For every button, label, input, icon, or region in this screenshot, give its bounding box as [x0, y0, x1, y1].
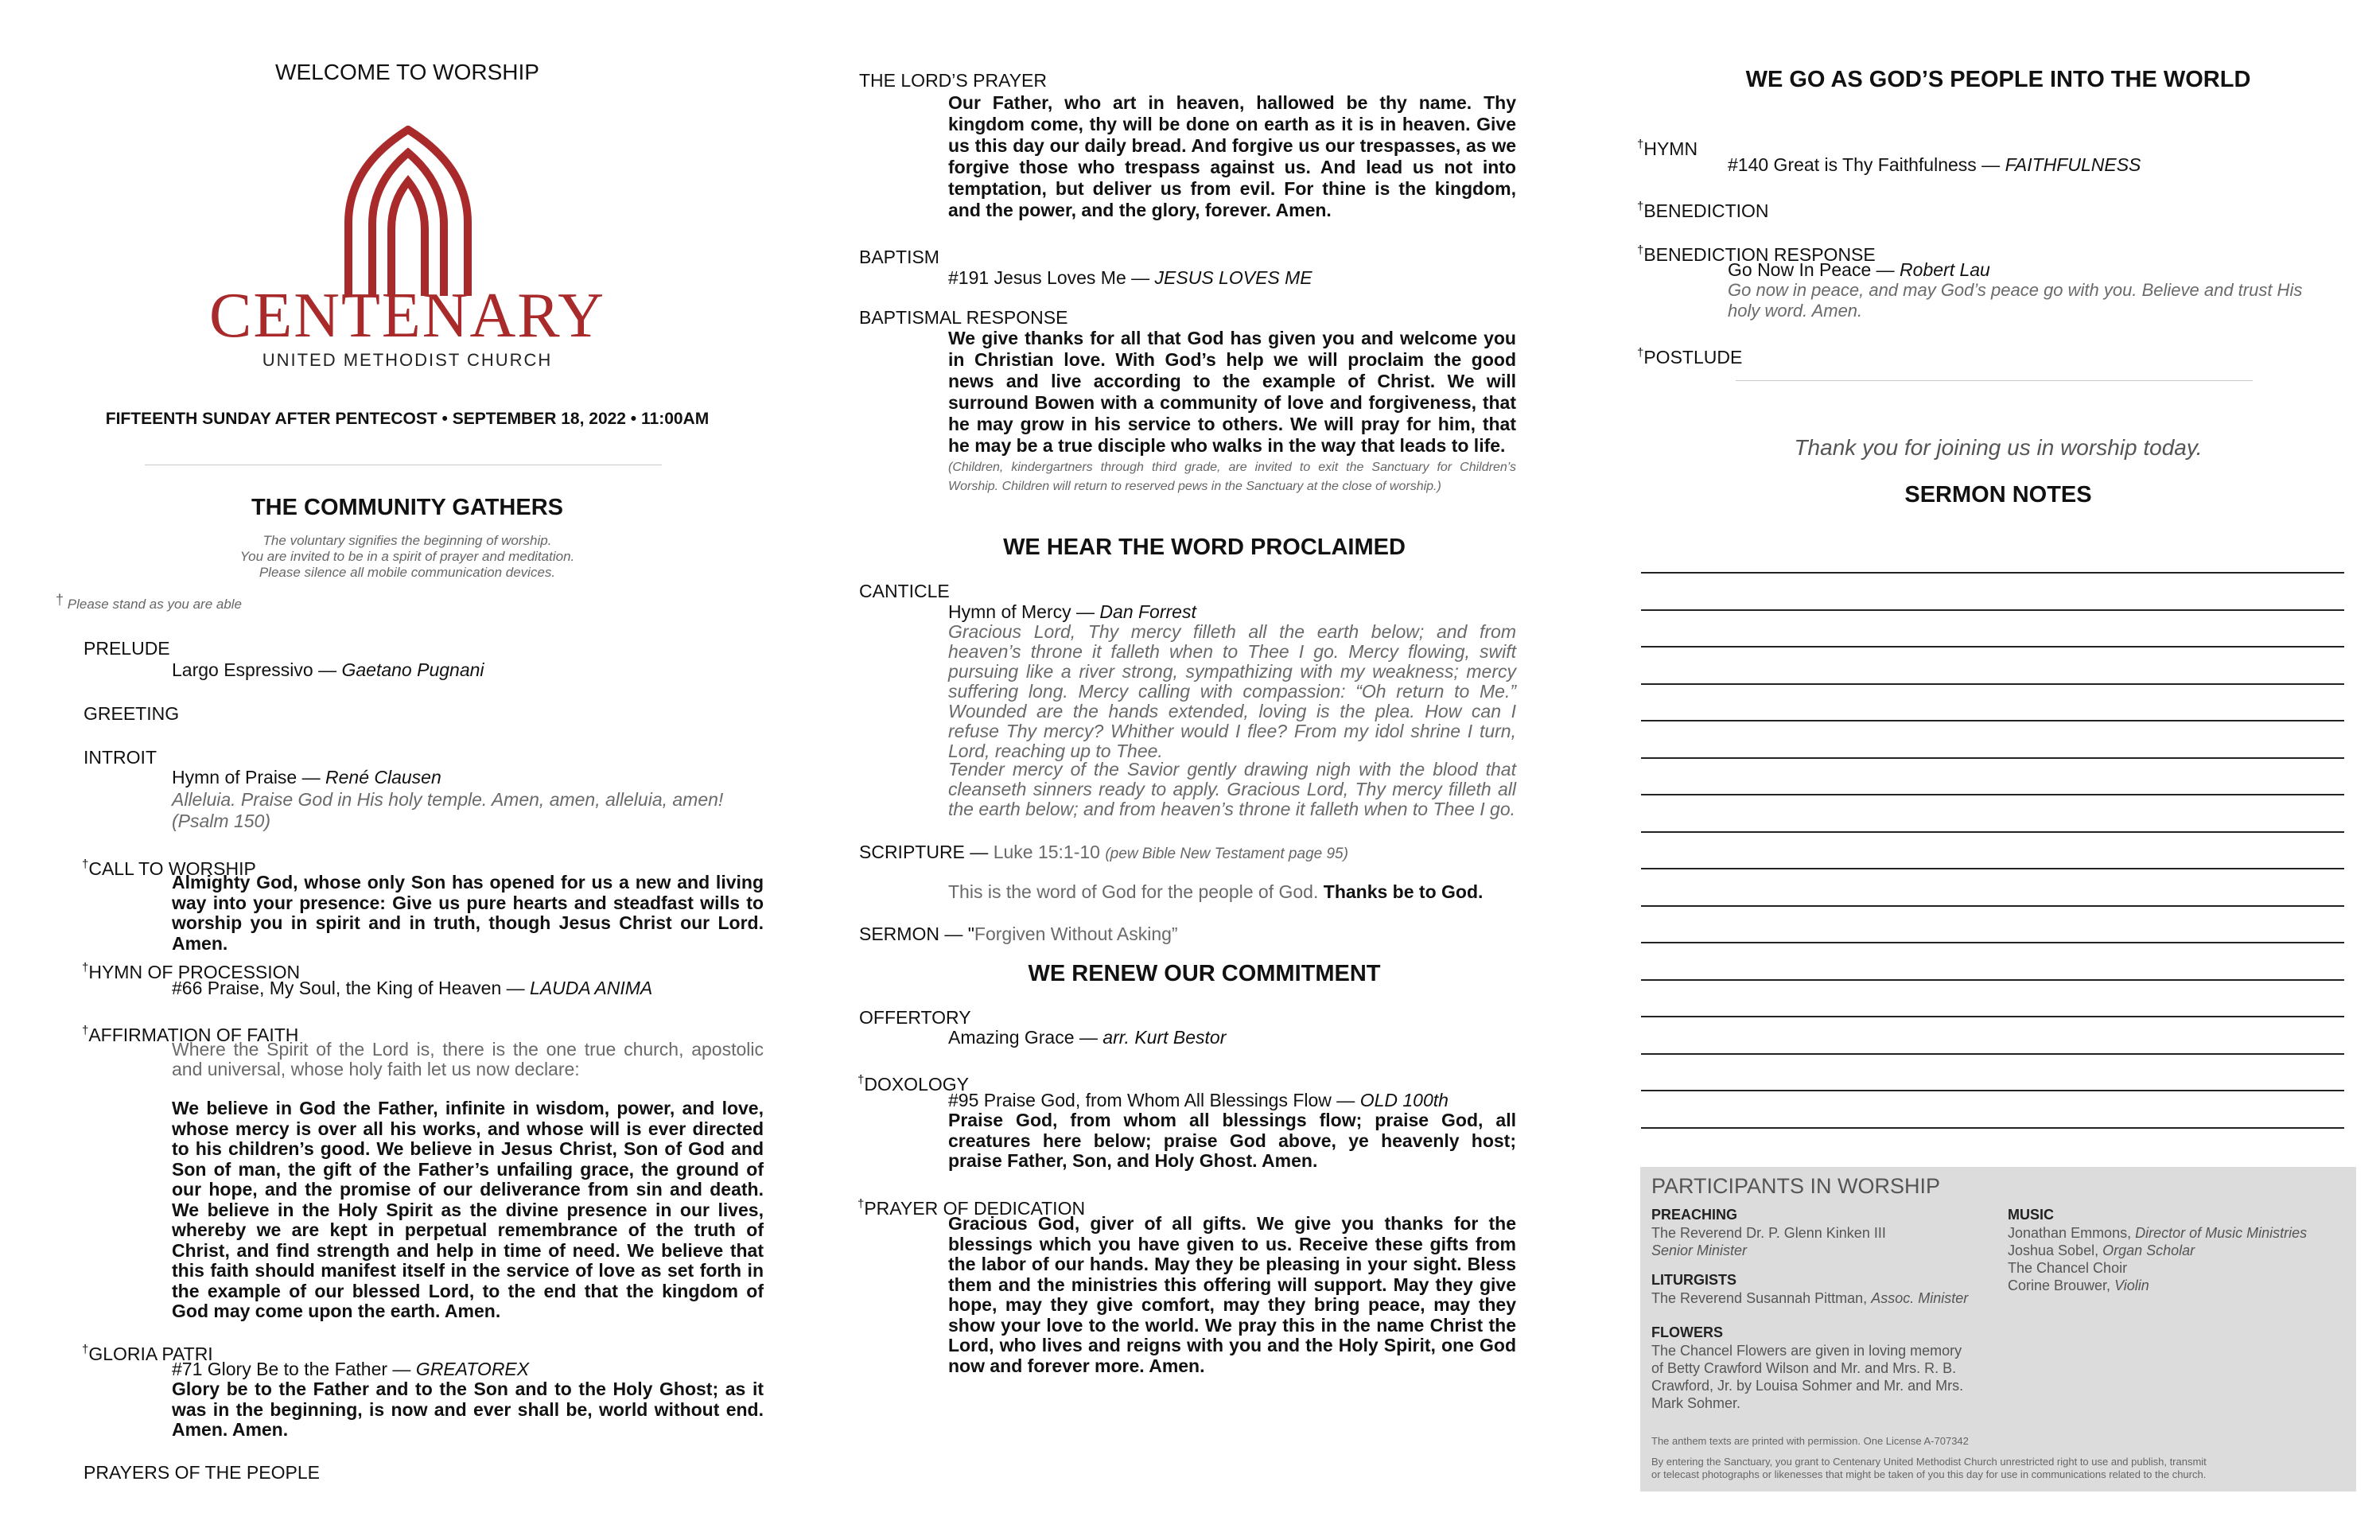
section-heading-go: WE GO AS GOD’S PEOPLE INTO THE WORLD — [1745, 67, 2251, 92]
liturgists-text: The Reverend Susannah Pittman, Assoc. Minister — [1651, 1290, 1969, 1306]
lords-prayer-label: THE LORD’S PRAYER — [859, 70, 1048, 91]
gloria-text: Glory be to the Father and to the Son and to the Holy Ghost; as it was in the beginning, is now and ever shall be, world without end. Amen. Amen. — [172, 1379, 764, 1440]
doxology-text: Praise God, from whom all blessings flow; praise God, all creatures here below; praise God above, ye heavenly host; praise Father, Son, and Holy Ghost. Amen. — [948, 1110, 1516, 1171]
preaching-heading: PREACHING — [1651, 1207, 1738, 1223]
note-line — [1641, 1016, 2344, 1017]
canticle-text-2: Tender mercy of the Savior gently drawing nigh with the blood that cleanseth sinners ready to apply. Gracious Lord, Thy mercy filleth all the earth below; and from heaven’s throne it falleth when to Thee I go. — [948, 759, 1516, 819]
note-line — [1641, 646, 2344, 648]
offertory-label: OFFERTORY — [859, 1007, 971, 1028]
section-heading-gathers: THE COMMUNITY GATHERS — [251, 495, 564, 520]
prayers-label: PRAYERS OF THE PEOPLE — [84, 1462, 320, 1483]
closing-hymn: #140 Great is Thy Faithfulness — FAITHFULNESS — [1728, 154, 2141, 175]
baptism-label: BAPTISM — [859, 247, 939, 267]
dedication-label: †PRAYER OF DEDICATION — [858, 1197, 1086, 1219]
note-line — [1641, 1053, 2344, 1055]
offertory-piece: Amazing Grace — arr. Kurt Bestor — [948, 1027, 1227, 1048]
canticle-text-1: Gracious Lord, Thy mercy filleth all the earth below; and from heaven’s throne it falleth when to Thee I go. Mercy flowing, swift pursuing like a river strong, sympathizing with my weakness; mercy suffering long. Mercy calling with compassion: “Oh return to Me.” Wounded are the hands extended, loving is the plea. How can I refuse Thy mercy? Whither would I flee? From my idol shrine I turn, Lord, reaching up to Thee. — [948, 621, 1516, 761]
note-line — [1641, 979, 2344, 981]
divider — [1736, 380, 2253, 381]
church-logo-icon — [342, 126, 474, 298]
note-line — [1641, 1090, 2344, 1091]
benediction-label: †BENEDICTION — [1637, 200, 1769, 221]
postlude-label: †POSTLUDE — [1637, 346, 1743, 368]
baptism-hymn: #191 Jesus Loves Me — JESUS LOVES ME — [948, 267, 1312, 288]
note-line — [1641, 609, 2344, 611]
scripture-line: SCRIPTURE — Luke 15:1-10 (pew Bible New Testament page 95) — [859, 842, 1348, 862]
benediction-response-piece: Go Now In Peace — Robert Lau — [1728, 259, 1990, 280]
gloria-label: †GLORIA PATRI — [82, 1343, 213, 1364]
sermon-notes-heading: SERMON NOTES — [1904, 482, 2092, 508]
note-line — [1641, 572, 2344, 574]
doxology-hymn: #95 Praise God, from Whom All Blessings Flow — OLD 100th — [948, 1090, 1449, 1110]
prelude-piece: Largo Espressivo — Gaetano Pugnani — [172, 659, 484, 680]
church-subtitle: UNITED METHODIST CHURCH — [262, 350, 553, 370]
doxology-label: †DOXOLOGY — [858, 1073, 969, 1095]
voluntary-note: The voluntary signifies the beginning of worship. You are invited to be in a spirit of prayer and meditation. Please silence all mobile communication devices. — [239, 533, 575, 580]
benediction-response-text: Go now in peace, and may God’s peace go with you. Believe and trust His holy word. Amen. — [1728, 280, 2303, 321]
call-text: Almighty God, whose only Son has opened for us a new and living way into your presence: Give us pure hearts and steadfast wills to worship you in spirit and in truth, though Jesus Christ our Lord. Amen. — [172, 872, 764, 954]
affirmation-label: †AFFIRMATION OF FAITH — [82, 1024, 299, 1045]
welcome-heading: WELCOME TO WORSHIP — [275, 60, 539, 84]
scripture-response: This is the word of God for the people of God. Thanks be to God. — [948, 881, 1484, 902]
lords-prayer-text: Our Father, who art in heaven, hallowed be thy name. Thy kingdom come, thy will be done on earth as it is in heaven. Give us this day our daily bread. And forgive us our trespasses, as we forgive those who trespass against us. And lead us not into temptation, but deliver us from evil. For thine is the kingdom, and the power, and the glory, forever. Amen. — [948, 92, 1516, 220]
dedication-text: Gracious God, giver of all gifts. We give you thanks for the blessings which you have given to us. Receive these gifts from the labor of our hands. May they be pleasing in your sight. Bless them and the ministries this offering will support. May they give hope, may they give comfort, may they bring peace, may they show your love to the world. We pray this in the name Christ the Lord, who lives and reigns with you and the Holy Spirit, one God now and forever more. Amen. — [948, 1213, 1516, 1376]
note-line — [1641, 905, 2344, 907]
thanks-message: Thank you for joining us in worship today. — [1794, 435, 2203, 460]
note-line — [1641, 1127, 2344, 1129]
closing-hymn-label: †HYMN — [1637, 138, 1698, 159]
introit-piece: Hymn of Praise — René Clausen — [172, 767, 441, 788]
section-heading-hear: WE HEAR THE WORD PROCLAIMED — [1003, 535, 1406, 560]
note-line — [1641, 942, 2344, 943]
consent-note: By entering the Sanctuary, you grant to Centenary United Methodist Church unrestricted right to use and publish, transmit or telecast photographs or likenesses that might be taken of you this day for use in communications related to the church. — [1651, 1456, 2207, 1480]
sermon-line: SERMON — "Forgiven Without Asking” — [859, 924, 1178, 944]
procession-label: †HYMN OF PROCESSION — [82, 961, 301, 982]
note-line — [1641, 720, 2344, 721]
introit-label: INTROIT — [84, 747, 157, 768]
church-name: CENTENARY — [209, 281, 605, 351]
call-label: †CALL TO WORSHIP — [82, 858, 256, 879]
participants-box — [1640, 1167, 2356, 1491]
benediction-response-label: †BENEDICTION RESPONSE — [1637, 243, 1876, 265]
greeting-label: GREETING — [84, 703, 180, 724]
flowers-text: The Chancel Flowers are given in loving memory of Betty Crawford Wilson and Mr. and Mrs. R. B. Crawford, Jr. by Louisa Sohmer and Mr. and Mrs. Mark Sohmer. — [1651, 1343, 1964, 1411]
music-heading: MUSIC — [2008, 1207, 2054, 1223]
note-line — [1641, 683, 2344, 685]
stand-note: † Please stand as you are able — [56, 592, 243, 612]
baptismal-response-label: BAPTISMAL RESPONSE — [859, 307, 1068, 328]
music-text: Jonathan Emmons, Director of Music Ministries Joshua Sobel, Organ Scholar The Chancel Choir Corine Brouwer, Violin — [2008, 1225, 2308, 1293]
preaching-text: The Reverend Dr. P. Glenn Kinken III Senior Minister — [1651, 1225, 1886, 1258]
note-line — [1641, 868, 2344, 869]
service-date: FIFTEENTH SUNDAY AFTER PENTECOST • SEPTEMBER 18, 2022 • 11:00AM — [105, 410, 710, 428]
license-note: The anthem texts are printed with permission. One License A-707342 — [1651, 1435, 1969, 1447]
liturgists-heading: LITURGISTS — [1651, 1272, 1736, 1288]
prelude-label: PRELUDE — [84, 638, 170, 659]
note-line — [1641, 794, 2344, 795]
introit-text: Alleluia. Praise God in His holy temple. Amen, amen, alleluia, amen! (Psalm 150) — [172, 789, 724, 831]
affirmation-intro: Where the Spirit of the Lord is, there is the one true church, apostolic and universal, whose holy faith let us now declare: — [172, 1039, 764, 1079]
participants-title: PARTICIPANTS IN WORSHIP — [1651, 1174, 1941, 1198]
note-line — [1641, 757, 2344, 759]
procession-hymn: #66 Praise, My Soul, the King of Heaven — LAUDA ANIMA — [172, 978, 653, 998]
canticle-label: CANTICLE — [859, 581, 950, 601]
flowers-heading: FLOWERS — [1651, 1324, 1723, 1340]
gloria-hymn: #71 Glory Be to the Father — GREATOREX — [172, 1359, 530, 1379]
note-line — [1641, 831, 2344, 833]
canticle-piece: Hymn of Mercy — Dan Forrest — [948, 601, 1196, 622]
children-note: (Children, kindergartners through third grade, are invited to exit the Sanctuary for Children’s Worship. Children will return to reserved pews in the Sanctuary at the close of worship.) — [948, 461, 1516, 493]
section-heading-renew: WE RENEW OUR COMMITMENT — [1028, 961, 1381, 986]
affirmation-text: We believe in God the Father, infinite in wisdom, power, and love, whose mercy is over all his works, and whose will is ever directed to his children’s good. We believe in Jesus Christ, Son of God and Son of man, the gift of the Father’s unfailing grace, the ground of our hope, and the promise of our deliverance from sin and death. We believe in the Holy Spirit as the divine presence in our lives, whereby we are kept in perpetual remembrance of the truth of Christ, and find strength and help in time of need. We believe that this faith should manifest itself in the service of love as set forth in the example of our blessed Lord, to the end that the kingdom of God may come upon the earth. Amen. — [172, 1098, 764, 1321]
baptismal-response-text: We give thanks for all that God has given you and welcome you in Christian love. With God’s help we will proclaim the good news and live according to the example of Christ. We will surround Bowen with a community of love and forgiveness, that he may grow in his service to others. We will pray for him, that he may be a true disciple who walks in the way that leads to life. — [948, 328, 1516, 456]
